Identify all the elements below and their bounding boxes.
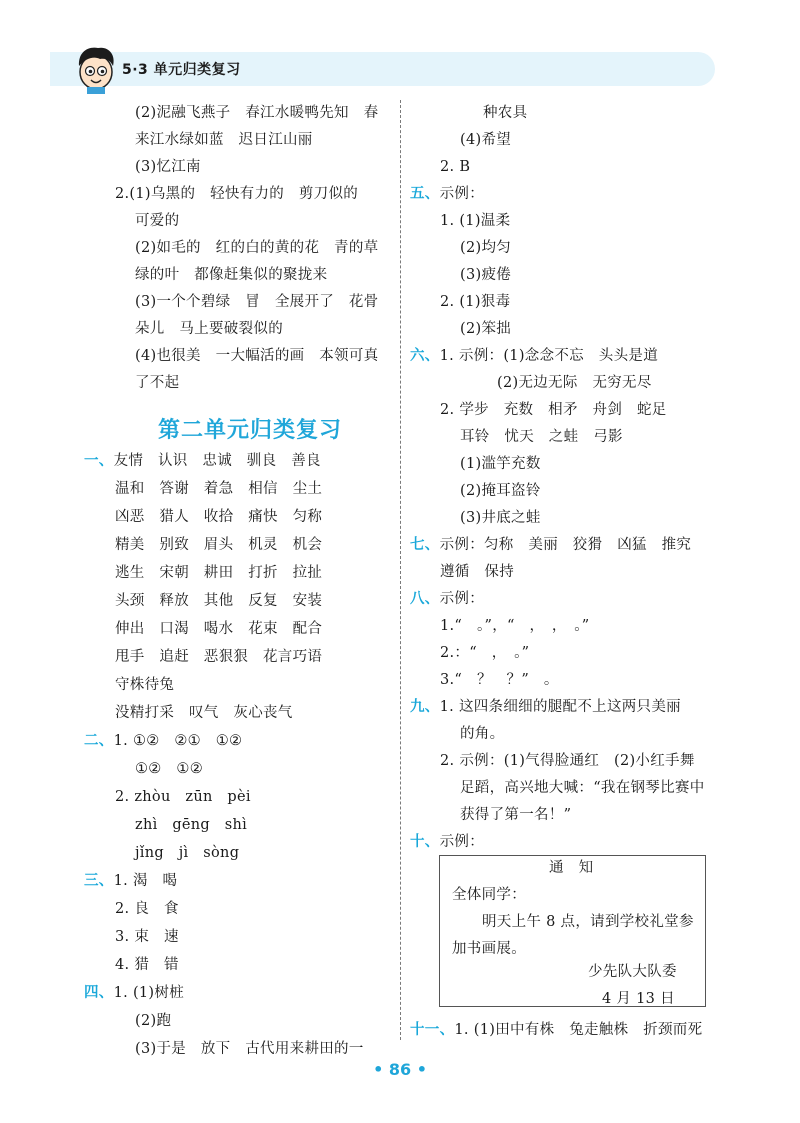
header-title: 5·3 单元归类复习 xyxy=(122,62,241,78)
text-line: 获得了第一名！” xyxy=(460,807,572,823)
text-line: 逃生 宋朝 耕田 打折 拉扯 xyxy=(115,565,323,581)
text-line: (3)疲倦 xyxy=(460,267,512,283)
section-10-row xyxy=(410,832,484,852)
text-line: 伸出 口渴 喝水 花束 配合 xyxy=(115,621,323,637)
text-line: 1. (1)树桩 xyxy=(113,985,184,1001)
text-line: 1. (1)田中有株 兔走触株 折颈而死 xyxy=(454,1022,703,1038)
section-index: 三、 xyxy=(84,872,114,889)
section-5-row xyxy=(410,184,484,204)
text-line: 的角。 xyxy=(460,726,505,742)
section-3-row xyxy=(84,871,177,891)
text-line: 遵循 保持 xyxy=(440,564,514,580)
section-index: 八、 xyxy=(410,590,440,607)
text-line: 示例： xyxy=(439,834,485,850)
text-line: 来江水绿如蓝 迟日江山丽 xyxy=(135,132,313,148)
section-index: 二、 xyxy=(84,732,114,749)
text-line: 甩手 追赶 恶狠狠 花言巧语 xyxy=(115,649,323,665)
notice-body: 明天上午 8 点，请到学校礼堂参 xyxy=(482,914,694,930)
text-line: 守株待兔 xyxy=(115,677,175,693)
notice-body: 加书画展。 xyxy=(452,941,526,957)
text-line: 2. (1)狠毒 xyxy=(440,294,511,310)
text-line: 足蹈，高兴地大喊：“我在钢琴比赛中 xyxy=(460,780,705,796)
text-line: 头颈 释放 其他 反复 安装 xyxy=(115,593,323,609)
text-line: 友情 认识 忠诚 驯良 善良 xyxy=(113,453,321,469)
text-line: 1. 示例：(1)念念不忘 头头是道 xyxy=(439,348,658,364)
text-line: 1. 渴 喝 xyxy=(113,873,178,889)
text-line: zhì gēng shì xyxy=(135,817,248,833)
text-line: 绿的叶 都像赶集似的聚拢来 xyxy=(135,267,328,283)
section-7-row xyxy=(410,535,691,555)
text-line: 2.(1)乌黑的 轻快有力的 剪刀似的 xyxy=(115,186,359,202)
notice-salutation: 全体同学： xyxy=(452,887,526,903)
text-line: (2)笨拙 xyxy=(460,321,512,337)
section-index: 一、 xyxy=(84,452,114,469)
notice-title: 通 知 xyxy=(549,860,594,876)
text-line: 没精打采 叹气 灰心丧气 xyxy=(115,705,293,721)
text-line: 1. (1)温柔 xyxy=(440,213,511,229)
text-line: 4. 猎 错 xyxy=(115,957,179,973)
text-line: (3)一个个碧绿 冒 全展开了 花骨 xyxy=(135,294,379,310)
text-line: (3)忆江南 xyxy=(135,159,201,175)
page-number: • 86 • xyxy=(373,1060,427,1079)
text-line: (2)均匀 xyxy=(460,240,512,256)
text-line: 精美 别致 眉头 机灵 机会 xyxy=(115,537,323,553)
section-9-row xyxy=(410,697,681,717)
text-line: ①② ①② xyxy=(135,761,203,777)
section-index: 十、 xyxy=(410,833,440,850)
text-line: 3.“ ？ ？” 。 xyxy=(440,672,559,688)
section-4-row xyxy=(84,983,184,1003)
section-11-row xyxy=(410,1020,702,1040)
section-6-row xyxy=(410,346,658,366)
text-line: 3. 束 速 xyxy=(115,929,179,945)
section-1-row xyxy=(84,451,321,471)
section-index: 六、 xyxy=(410,347,440,364)
text-line: 示例： xyxy=(439,591,485,607)
notice-date: 4 月 13 日 xyxy=(602,991,675,1007)
section-title: 第二单元归类复习 xyxy=(158,418,343,443)
notice-signature: 少先队大队委 xyxy=(588,964,677,980)
text-line: 1. 这四条细细的腿配不上这两只美丽 xyxy=(439,699,681,715)
text-line: 1. ①② ②① ①② xyxy=(113,733,243,749)
text-line: 了不起 xyxy=(135,375,180,391)
text-line: 2. B xyxy=(440,159,471,175)
text-line: 示例：匀称 美丽 狡猾 凶猛 推究 xyxy=(439,537,692,553)
text-line: 温和 答谢 着急 相信 尘土 xyxy=(115,481,323,497)
text-line: (2)如毛的 红的白的黄的花 青的草 xyxy=(135,240,379,256)
text-line: (2)跑 xyxy=(135,1013,172,1029)
text-line: (2)无边无际 无穷无尽 xyxy=(497,375,652,391)
text-line: 2. zhòu zūn pèi xyxy=(115,789,251,805)
text-line: 耳铃 忧天 之蛙 弓影 xyxy=(460,429,623,445)
text-line: 示例： xyxy=(439,186,485,202)
text-line: 2. 良 食 xyxy=(115,901,179,917)
mascot-boy-icon xyxy=(70,42,122,94)
section-index: 十一、 xyxy=(410,1021,455,1038)
text-line: 2.：“ ， 。” xyxy=(440,645,530,661)
text-line: (3)于是 放下 古代用来耕田的一 xyxy=(135,1041,364,1057)
text-line: (4)希望 xyxy=(460,132,512,148)
text-line: (3)井底之蛙 xyxy=(460,510,541,526)
text-line: (4)也很美 一大幅活的画 本领可真 xyxy=(135,348,379,364)
text-line: (1)滥竽充数 xyxy=(460,456,541,472)
text-line: (2)掩耳盗铃 xyxy=(460,483,541,499)
section-index: 七、 xyxy=(410,536,440,553)
text-line: 2. 学步 充数 相矛 舟剑 蛇足 xyxy=(440,402,667,418)
text-line: jǐng jì sòng xyxy=(135,845,240,861)
text-line: 凶恶 猎人 收拾 痛快 匀称 xyxy=(115,509,323,525)
text-line: (2)泥融飞燕子 春江水暖鸭先知 春 xyxy=(135,105,379,121)
text-line: 朵儿 马上要破裂似的 xyxy=(135,321,283,337)
section-2-row xyxy=(84,731,242,751)
text-line: 可爱的 xyxy=(135,213,180,229)
section-index: 九、 xyxy=(410,698,440,715)
column-divider xyxy=(400,100,401,1040)
section-8-row xyxy=(410,589,484,609)
text-line: 2. 示例：(1)气得脸通红 (2)小红手舞 xyxy=(440,753,695,769)
section-index: 四、 xyxy=(84,984,114,1001)
text-line: 种农具 xyxy=(483,105,528,121)
section-index: 五、 xyxy=(410,185,440,202)
text-line: 1.“ 。”，“ ， ， 。” xyxy=(440,618,590,634)
